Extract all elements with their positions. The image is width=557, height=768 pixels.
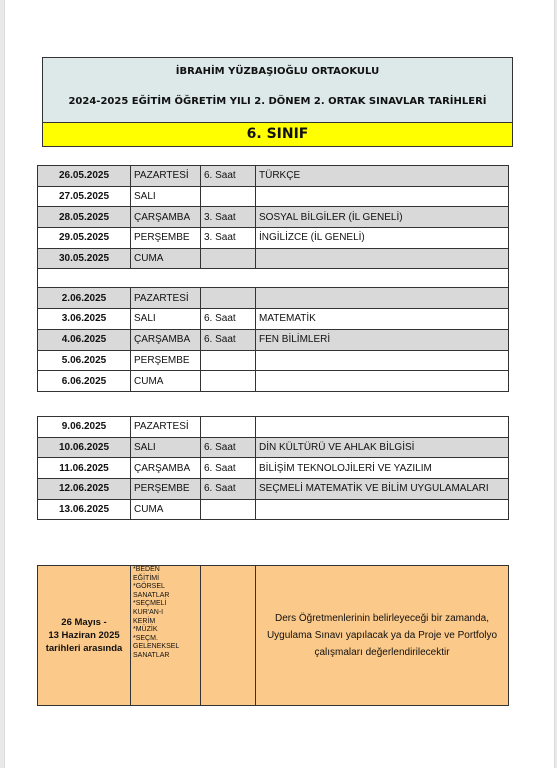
table-row [38,329,509,350]
day-cell: PERŞEMBE [131,350,201,371]
subject-cell: SOSYAL BİLGİLER (İL GENELİ) [256,207,509,228]
subject-cell [256,186,509,207]
day-cell: ÇARŞAMBA [131,329,201,350]
table-separator-row [38,269,509,288]
day-cell: PERŞEMBE [131,479,201,500]
subject-cell [256,350,509,371]
schedule-table [37,165,509,392]
date-cell: 13.06.2025 [38,499,131,520]
table-row [38,417,509,438]
date-cell: 12.06.2025 [38,479,131,500]
subject-cell [256,288,509,309]
date-cell: 30.05.2025 [38,248,131,269]
date-cell: 26.05.2025 [38,166,131,187]
day-cell: CUMA [131,499,201,520]
grade-banner: 6. SINIF [42,123,513,147]
schedule-table-week3 [37,416,509,520]
day-cell: SALI [131,309,201,330]
course-line: KUR'AN-I [133,608,164,616]
subject-cell: SEÇMELİ MATEMATİK VE BİLİM UYGULAMALARI [256,479,509,500]
date-cell: 29.05.2025 [38,228,131,249]
date-cell: 4.06.2025 [38,329,131,350]
date-cell: 5.06.2025 [38,350,131,371]
period-cell [201,350,256,371]
subject-cell: TÜRKÇE [256,166,509,187]
table-row [38,371,509,392]
period-cell [201,248,256,269]
period-cell: 6. Saat [201,329,256,350]
period-cell: 6. Saat [201,479,256,500]
practice-period-line3: tarihleri arasında [45,643,123,654]
period-cell: 6. Saat [201,309,256,330]
date-cell: 27.05.2025 [38,186,131,207]
day-cell: CUMA [131,248,201,269]
subject-cell: DİN KÜLTÜRÜ VE AHLAK BİLGİSİ [256,437,509,458]
course-line: SANATLAR [133,591,170,599]
date-cell: 10.06.2025 [38,437,131,458]
separator-cell [38,269,509,288]
day-cell: PERŞEMBE [131,228,201,249]
period-cell [201,371,256,392]
day-cell: PAZARTESİ [131,417,201,438]
table-row [38,228,509,249]
period-cell [201,186,256,207]
exam-title: 2024-2025 EĞİTİM ÖĞRETİM YILI 2. DÖNEM 2. ORTAK SINAVLAR TARİHLERİ [68,96,487,107]
practice-note-line3: çalışmaları değerlendirilecektir [314,647,450,658]
date-cell: 11.06.2025 [38,458,131,479]
subject-cell: İNGİLİZCE (İL GENELİ) [256,228,509,249]
table-row [38,288,509,309]
date-cell: 28.05.2025 [38,207,131,228]
period-cell [201,417,256,438]
period-cell: 6. Saat [201,437,256,458]
course-line: *SEÇMELİ [133,600,167,608]
day-cell: PAZARTESİ [131,166,201,187]
course-line: EĞİTİMİ [133,574,160,582]
day-cell: PAZARTESİ [131,288,201,309]
practice-note [256,566,509,706]
practice-period-line1: 26 Mayıs - [61,617,107,628]
document-header [42,57,513,123]
course-line: GELENEKSEL [133,643,180,651]
day-cell: CUMA [131,371,201,392]
school-name: İBRAHİM YÜZBAŞIOĞLU ORTAOKULU [175,66,380,77]
day-cell: ÇARŞAMBA [131,207,201,228]
period-cell: 6. Saat [201,166,256,187]
day-cell: SALI [131,437,201,458]
table-row [38,499,509,520]
period-cell [201,499,256,520]
date-cell: 2.06.2025 [38,288,131,309]
course-line: SANATLAR [133,651,170,659]
table-row [38,458,509,479]
practice-empty-cell [201,566,256,706]
table-row [38,186,509,207]
table-row [38,437,509,458]
table-row [38,479,509,500]
date-cell: 3.06.2025 [38,309,131,330]
period-cell: 3. Saat [201,228,256,249]
table-row [38,309,509,330]
subject-cell: MATEMATİK [256,309,509,330]
course-line: *SEÇM. [133,634,158,642]
course-line: KERİM [133,617,156,625]
subject-cell [256,499,509,520]
subject-cell: FEN BİLİMLERİ [256,329,509,350]
practice-courses [131,566,201,706]
subject-cell [256,248,509,269]
day-cell: ÇARŞAMBA [131,458,201,479]
table-row [38,350,509,371]
period-cell: 3. Saat [201,207,256,228]
practice-note-line1: Ders Öğretmenlerinin belirleyeceği bir zamanda, [275,613,489,624]
table-row [38,248,509,269]
subject-cell: BİLİŞİM TEKNOLOJİLERİ VE YAZILIM [256,458,509,479]
course-line: *MÜZİK [133,626,158,634]
table-row [38,207,509,228]
subject-cell [256,371,509,392]
period-cell: 6. Saat [201,458,256,479]
course-line: *GÖRSEL [133,583,165,591]
table-row [38,166,509,187]
practice-note-line2: Uygulama Sınavı yapılacak ya da Proje ve Portfolyo [266,630,498,641]
subject-cell [256,417,509,438]
course-line: *BEDEN [133,566,160,573]
practical-exam-table [37,565,509,706]
practice-period [38,566,131,706]
date-cell: 6.06.2025 [38,371,131,392]
period-cell [201,288,256,309]
date-cell: 9.06.2025 [38,417,131,438]
day-cell: SALI [131,186,201,207]
practice-period-line2: 13 Haziran 2025 [48,630,120,641]
